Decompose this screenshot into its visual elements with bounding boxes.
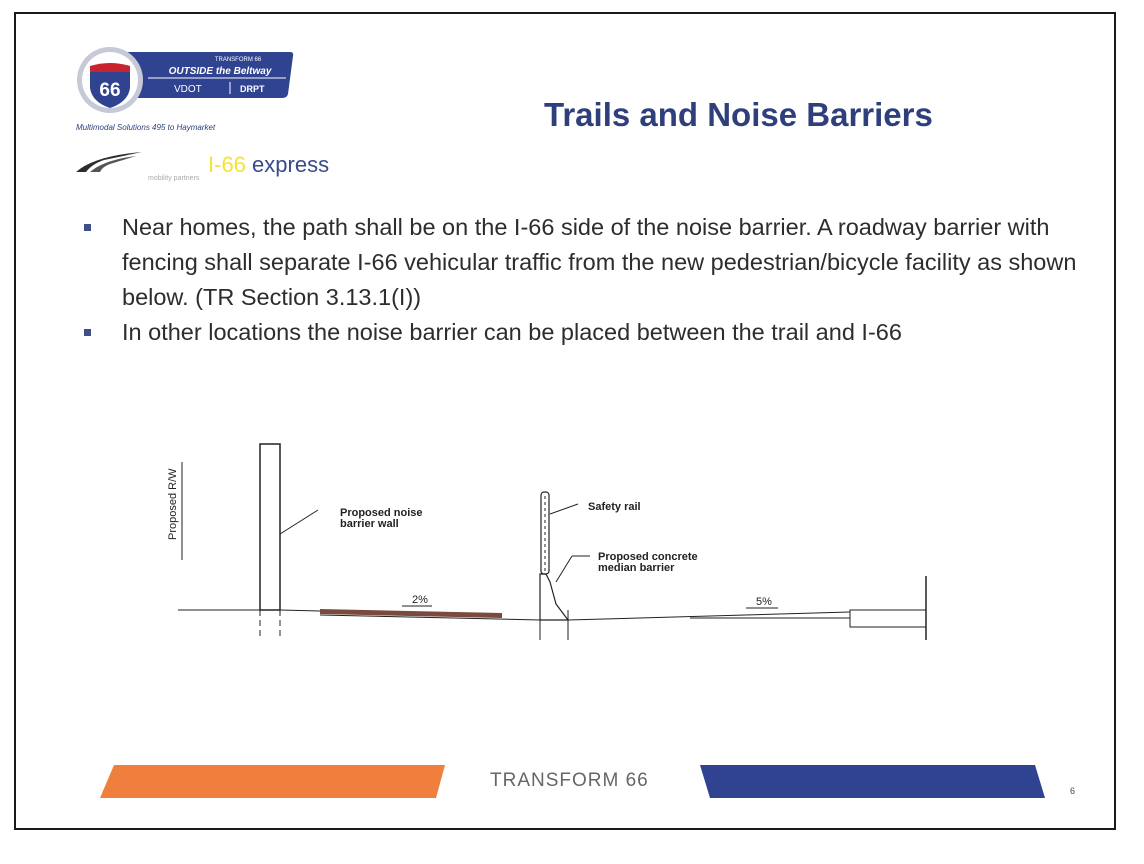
express-word: express	[252, 152, 330, 177]
cross-section-diagram	[150, 432, 950, 652]
bullet-list	[84, 210, 1084, 350]
transform66-logo	[74, 44, 304, 124]
bullet-marker-icon	[84, 224, 91, 231]
express-swoosh-icon	[74, 150, 144, 174]
median-barrier	[540, 574, 568, 620]
express-logo-text	[208, 152, 329, 178]
logo-banner-main: OUTSIDE the Beltway	[168, 66, 272, 77]
express-subtitle: mobility partners	[148, 175, 200, 182]
footer-text: TRANSFORM 66	[490, 770, 649, 791]
bullet-text: Near homes, the path shall be on the I-66 side of the noise barrier. A roadway barrier with fencing shall separate I-66 vehicular traffic from the new pedestrian/bicycle facility as shown below. (TR Section 3.13.1(I))	[122, 214, 1077, 310]
express-i66: I-66	[208, 152, 246, 177]
slope-right-label: 5%	[756, 596, 772, 608]
bullet-text: In other locations the noise barrier can be placed between the trail and I-66	[122, 319, 902, 345]
page-title: Trails and Noise Barriers	[544, 96, 933, 133]
shield-number: 66	[99, 80, 121, 101]
bullet-item	[84, 315, 1084, 350]
bullet-item	[84, 210, 1084, 315]
median-label-1: Proposed concrete	[598, 551, 698, 563]
logo-vdot: VDOT	[174, 84, 202, 95]
bullet-marker-icon	[84, 329, 91, 336]
noise-wall	[260, 444, 280, 610]
road-edge	[850, 610, 926, 627]
footer-bar-orange	[100, 765, 445, 798]
logo-banner-top: TRANSFORM 66	[214, 57, 262, 63]
page-number: 6	[1070, 786, 1076, 796]
median-label-2: median barrier	[598, 562, 675, 574]
logo-tagline: Multimodal Solutions 495 to Haymarket	[76, 123, 216, 132]
wall-label-1: Proposed noise	[340, 507, 423, 519]
cross-section-figure	[150, 432, 950, 652]
rail-label: Safety rail	[588, 501, 641, 513]
slope-left-label: 2%	[412, 594, 428, 606]
logo-block	[74, 44, 330, 194]
logo-drpt: DRPT	[240, 84, 265, 94]
row-label: Proposed R/W	[167, 468, 179, 540]
footer-bar-blue	[700, 765, 1045, 798]
wall-label-2: barrier wall	[340, 518, 399, 530]
